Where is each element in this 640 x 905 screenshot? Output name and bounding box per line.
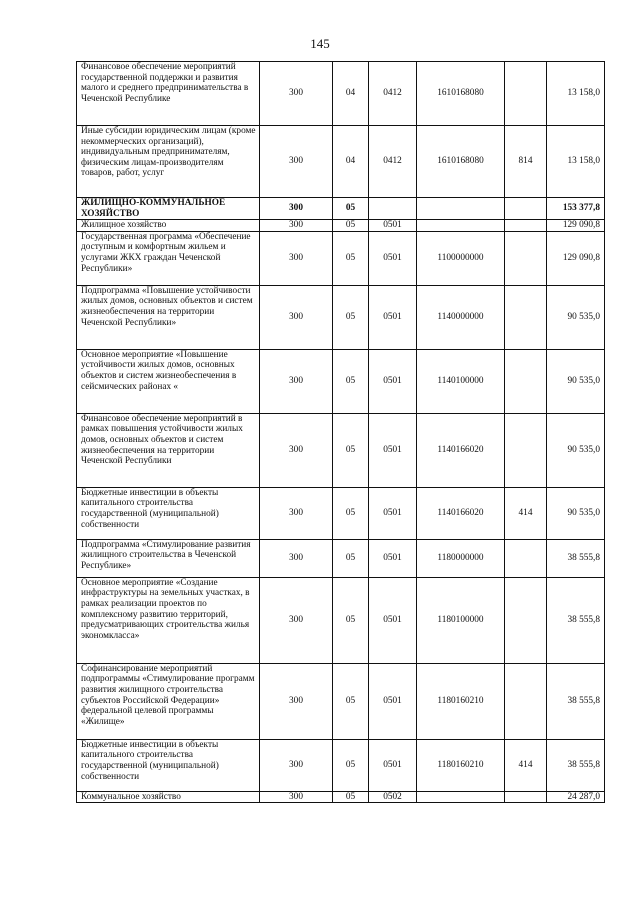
- ministry-code-cell: 300: [260, 539, 333, 577]
- amount-cell: 90 535,0: [547, 413, 605, 487]
- row-name-cell: Финансовое обеспечение мероприятий государственной поддержки и развития малого и среднего предпринимательства в Чеченской Республике: [77, 62, 260, 126]
- section-code-cell: 05: [333, 739, 369, 791]
- subsection-code-cell: 0412: [369, 62, 417, 126]
- section-code-cell: 04: [333, 62, 369, 126]
- expense-type-cell: [505, 231, 547, 285]
- row-name-cell: Иные субсидии юридическим лицам (кроме некоммерческих организаций), индивидуальным предпринимателям, физическим лицам-производителям товаров, работ, услуг: [77, 126, 260, 198]
- expense-type-cell: 814: [505, 126, 547, 198]
- amount-cell: 38 555,8: [547, 739, 605, 791]
- row-name-cell: Финансовое обеспечение мероприятий в рамках повышения устойчивости жилых домов, основных объектов и систем жизнеобеспечения на территории Чеченской Республики: [77, 413, 260, 487]
- subsection-code-cell: 0501: [369, 487, 417, 539]
- expense-type-cell: 414: [505, 487, 547, 539]
- expense-type-cell: [505, 349, 547, 413]
- expense-type-cell: [505, 413, 547, 487]
- table-row: [77, 231, 605, 285]
- subsection-code-cell: 0501: [369, 231, 417, 285]
- subsection-code-cell: [369, 198, 417, 220]
- section-code-cell: 05: [333, 577, 369, 663]
- target-article-cell: 1180160210: [417, 739, 505, 791]
- subsection-code-cell: 0501: [369, 663, 417, 739]
- amount-cell: 129 090,8: [547, 231, 605, 285]
- target-article-cell: 1140100000: [417, 349, 505, 413]
- expense-type-cell: [505, 577, 547, 663]
- ministry-code-cell: 300: [260, 62, 333, 126]
- target-article-cell: 1140166020: [417, 413, 505, 487]
- ministry-code-cell: 300: [260, 663, 333, 739]
- amount-cell: 13 158,0: [547, 126, 605, 198]
- ministry-code-cell: 300: [260, 285, 333, 349]
- section-code-cell: 05: [333, 285, 369, 349]
- table-row: [77, 663, 605, 739]
- row-name-cell: Коммунальное хозяйство: [77, 791, 260, 803]
- target-article-cell: [417, 198, 505, 220]
- section-code-cell: 05: [333, 487, 369, 539]
- target-article-cell: 1100000000: [417, 231, 505, 285]
- ministry-code-cell: 300: [260, 577, 333, 663]
- section-code-cell: 05: [333, 349, 369, 413]
- ministry-code-cell: 300: [260, 739, 333, 791]
- amount-cell: 13 158,0: [547, 62, 605, 126]
- ministry-code-cell: 300: [260, 413, 333, 487]
- subsection-code-cell: 0501: [369, 349, 417, 413]
- subsection-code-cell: 0501: [369, 413, 417, 487]
- amount-cell: 38 555,8: [547, 663, 605, 739]
- section-code-cell: 05: [333, 663, 369, 739]
- target-article-cell: 1140000000: [417, 285, 505, 349]
- section-code-cell: 05: [333, 231, 369, 285]
- budget-table: [76, 61, 605, 803]
- table-row: [77, 126, 605, 198]
- amount-cell: 24 287,0: [547, 791, 605, 803]
- target-article-cell: 1180000000: [417, 539, 505, 577]
- target-article-cell: [417, 220, 505, 232]
- table-row: [77, 739, 605, 791]
- page-number: 145: [310, 36, 330, 51]
- row-name-cell: ЖИЛИЩНО-КОММУНАЛЬНОЕ ХОЗЯЙСТВО: [77, 198, 260, 220]
- ministry-code-cell: 300: [260, 220, 333, 232]
- subsection-code-cell: 0501: [369, 285, 417, 349]
- table-row: [77, 791, 605, 803]
- target-article-cell: 1610168080: [417, 62, 505, 126]
- row-name-cell: Подпрограмма «Повышение устойчивости жилых домов, основных объектов и систем жизнеобеспечения на территории Чеченской Республики»: [77, 285, 260, 349]
- subsection-code-cell: 0412: [369, 126, 417, 198]
- amount-cell: 153 377,8: [547, 198, 605, 220]
- row-name-cell: Подпрограмма «Стимулирование развития жилищного строительства в Чеченской Республике»: [77, 539, 260, 577]
- expense-type-cell: [505, 791, 547, 803]
- target-article-cell: 1140166020: [417, 487, 505, 539]
- ministry-code-cell: 300: [260, 198, 333, 220]
- section-code-cell: 05: [333, 791, 369, 803]
- section-code-cell: 05: [333, 539, 369, 577]
- amount-cell: 90 535,0: [547, 487, 605, 539]
- expense-type-cell: [505, 663, 547, 739]
- amount-cell: 38 555,8: [547, 539, 605, 577]
- ministry-code-cell: 300: [260, 487, 333, 539]
- amount-cell: 129 090,8: [547, 220, 605, 232]
- table-row: [77, 539, 605, 577]
- table-row: [77, 349, 605, 413]
- row-name-cell: Основное мероприятие «Повышение устойчивости жилых домов, основных объектов и систем жизнеобеспечения в сейсмических районах «: [77, 349, 260, 413]
- section-code-cell: 04: [333, 126, 369, 198]
- target-article-cell: 1180160210: [417, 663, 505, 739]
- section-code-cell: 05: [333, 413, 369, 487]
- row-name-cell: Бюджетные инвестиции в объекты капитального строительства государственной (муниципальной) собственности: [77, 487, 260, 539]
- row-name-cell: Софинансирование мероприятий подпрограммы «Стимулирование программ развития жилищного строительства субъектов Российской Федерации» федеральной целевой программы «Жилище»: [77, 663, 260, 739]
- table-row: [77, 220, 605, 232]
- table-row: [77, 577, 605, 663]
- table-body: [77, 62, 605, 803]
- expense-type-cell: [505, 62, 547, 126]
- amount-cell: 90 535,0: [547, 285, 605, 349]
- ministry-code-cell: 300: [260, 231, 333, 285]
- amount-cell: 90 535,0: [547, 349, 605, 413]
- expense-type-cell: [505, 285, 547, 349]
- subsection-code-cell: 0501: [369, 220, 417, 232]
- table-row: [77, 62, 605, 126]
- subsection-code-cell: 0501: [369, 577, 417, 663]
- row-name-cell: Бюджетные инвестиции в объекты капитального строительства государственной (муниципальной) собственности: [77, 739, 260, 791]
- section-code-cell: 05: [333, 198, 369, 220]
- row-name-cell: Основное мероприятие «Создание инфраструктуры на земельных участках, в рамках реализации проектов по комплексному развитию территорий, предусматривающих строительства жилья экономкласса»: [77, 577, 260, 663]
- table-row: [77, 487, 605, 539]
- expense-type-cell: [505, 198, 547, 220]
- subsection-code-cell: 0501: [369, 539, 417, 577]
- expense-type-cell: [505, 539, 547, 577]
- subsection-code-cell: 0501: [369, 739, 417, 791]
- row-name-cell: Жилищное хозяйство: [77, 220, 260, 232]
- expense-type-cell: 414: [505, 739, 547, 791]
- ministry-code-cell: 300: [260, 126, 333, 198]
- target-article-cell: 1180100000: [417, 577, 505, 663]
- subsection-code-cell: 0502: [369, 791, 417, 803]
- amount-cell: 38 555,8: [547, 577, 605, 663]
- section-code-cell: 05: [333, 220, 369, 232]
- table-row: [77, 413, 605, 487]
- table-row: [77, 285, 605, 349]
- expense-type-cell: [505, 220, 547, 232]
- row-name-cell: Государственная программа «Обеспечение доступным и комфортным жильем и услугами ЖКХ граждан Чеченской Республики»: [77, 231, 260, 285]
- ministry-code-cell: 300: [260, 791, 333, 803]
- target-article-cell: [417, 791, 505, 803]
- ministry-code-cell: 300: [260, 349, 333, 413]
- target-article-cell: 1610168080: [417, 126, 505, 198]
- table-row: [77, 198, 605, 220]
